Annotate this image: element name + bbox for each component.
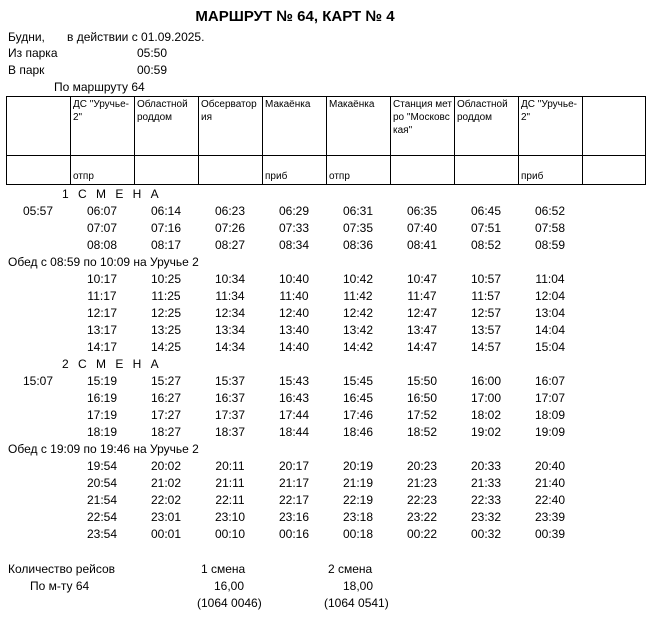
time-cell: 00:39 <box>534 527 566 541</box>
time-cell: 10:34 <box>214 272 246 286</box>
time-cell: 17:37 <box>214 408 246 422</box>
page-title: МАРШРУТ № 64, КАРТ № 4 <box>195 8 395 25</box>
time-cell: 10:47 <box>406 272 438 286</box>
time-cell: 06:29 <box>278 204 310 218</box>
stop-type: приб <box>263 156 327 185</box>
time-cell: 19:02 <box>470 425 502 439</box>
time-cell: 20:54 <box>86 476 118 490</box>
time-cell: 23:39 <box>534 510 566 524</box>
shift1-count: 16,00 <box>214 579 245 593</box>
time-cell: 14:34 <box>214 340 246 354</box>
stop-type <box>455 156 519 185</box>
time-cell: 20:33 <box>470 459 502 473</box>
stop-name: Областной роддом <box>455 97 519 156</box>
from-park-time: 05:50 <box>137 46 168 60</box>
time-cell: 14:04 <box>534 323 566 337</box>
time-cell: 11:34 <box>215 289 245 303</box>
time-cell: 12:34 <box>214 306 246 320</box>
time-cell: 13:40 <box>278 323 310 337</box>
time-cell: 13:25 <box>150 323 182 337</box>
shift-heading: 1 С М Е Н А <box>62 187 162 201</box>
time-cell: 14:57 <box>470 340 502 354</box>
time-cell: 06:35 <box>406 204 438 218</box>
time-cell: 21:23 <box>406 476 438 490</box>
shift1-code: (1064 0046) <box>197 596 262 610</box>
route-label: По маршруту 64 <box>54 80 145 94</box>
time-cell: 14:42 <box>342 340 374 354</box>
time-cell: 08:08 <box>86 238 118 252</box>
time-cell: 20:11 <box>215 459 245 473</box>
to-park-label: В парк <box>8 63 45 77</box>
time-cell: 23:16 <box>278 510 310 524</box>
time-cell: 07:26 <box>214 221 246 235</box>
time-cell: 16:27 <box>150 391 182 405</box>
time-cell: 14:47 <box>406 340 438 354</box>
time-cell: 20:02 <box>150 459 182 473</box>
stop-name: ДС "Уручье-2" <box>519 97 583 156</box>
time-cell: 15:04 <box>534 340 566 354</box>
time-cell: 17:44 <box>278 408 310 422</box>
time-cell: 12:57 <box>470 306 502 320</box>
time-cell: 18:19 <box>86 425 118 439</box>
time-cell: 22:54 <box>86 510 118 524</box>
time-cell: 14:40 <box>278 340 310 354</box>
time-cell: 06:23 <box>214 204 246 218</box>
time-cell: 16:37 <box>214 391 246 405</box>
time-cell: 22:02 <box>150 493 182 507</box>
time-cell: 18:02 <box>470 408 502 422</box>
time-cell: 08:36 <box>342 238 374 252</box>
time-cell: 00:16 <box>278 527 310 541</box>
time-cell: 22:17 <box>278 493 310 507</box>
time-cell: 11:17 <box>87 289 117 303</box>
time-cell: 15:43 <box>278 374 310 388</box>
time-cell: 08:34 <box>278 238 310 252</box>
time-cell: 15:50 <box>406 374 438 388</box>
time-cell: 18:09 <box>534 408 566 422</box>
time-cell: 00:32 <box>470 527 502 541</box>
stop-name: Обсерватория <box>199 97 263 156</box>
time-cell: 20:17 <box>278 459 310 473</box>
time-cell: 10:25 <box>150 272 182 286</box>
time-cell: 06:52 <box>534 204 566 218</box>
time-cell: 08:17 <box>150 238 182 252</box>
stop-name: Макаёнка <box>263 97 327 156</box>
time-cell: 21:40 <box>534 476 566 490</box>
time-cell: 21:02 <box>150 476 182 490</box>
time-cell: 14:25 <box>150 340 182 354</box>
time-cell: 13:42 <box>342 323 374 337</box>
stop-names-row <box>7 97 646 156</box>
time-cell: 18:46 <box>342 425 374 439</box>
time-cell: 16:43 <box>278 391 310 405</box>
to-park-time: 00:59 <box>137 63 168 77</box>
time-cell: 20:23 <box>406 459 438 473</box>
stop-type <box>7 156 71 185</box>
stop-type <box>583 156 646 185</box>
lunch-break-note: Обед с 08:59 по 10:09 на Уручье 2 <box>8 255 199 269</box>
time-cell: 00:01 <box>150 527 182 541</box>
time-cell: 21:33 <box>470 476 502 490</box>
time-cell: 15:45 <box>342 374 374 388</box>
time-cell: 06:07 <box>86 204 118 218</box>
time-cell: 08:27 <box>214 238 246 252</box>
time-cell: 08:59 <box>534 238 566 252</box>
time-cell: 16:00 <box>470 374 502 388</box>
time-cell: 11:25 <box>151 289 181 303</box>
time-cell: 23:22 <box>406 510 438 524</box>
time-cell: 20:19 <box>342 459 374 473</box>
time-cell: 07:07 <box>86 221 118 235</box>
time-cell: 00:10 <box>214 527 246 541</box>
time-cell: 00:22 <box>406 527 438 541</box>
time-cell: 16:07 <box>534 374 566 388</box>
shift2-label: 2 смена <box>328 562 373 576</box>
stop-types-row <box>7 156 646 185</box>
time-cell: 07:51 <box>470 221 502 235</box>
time-cell: 23:54 <box>86 527 118 541</box>
time-cell: 17:19 <box>86 408 118 422</box>
time-cell: 12:40 <box>278 306 310 320</box>
time-cell: 16:19 <box>86 391 118 405</box>
shift2-code: (1064 0541) <box>324 596 389 610</box>
time-cell: 22:33 <box>470 493 502 507</box>
time-cell: 23:10 <box>214 510 246 524</box>
stop-name: Областной роддом <box>135 97 199 156</box>
stop-name <box>583 97 646 156</box>
time-cell: 07:40 <box>406 221 438 235</box>
stop-type: отпр <box>327 156 391 185</box>
stop-name: Станция метро "Московская" <box>391 97 455 156</box>
stop-name: Макаёнка <box>327 97 391 156</box>
time-cell: 17:52 <box>406 408 438 422</box>
time-cell: 22:23 <box>406 493 438 507</box>
time-cell: 11:40 <box>279 289 309 303</box>
valid-from: в действии с 01.09.2025. <box>67 30 205 44</box>
time-cell: 17:00 <box>470 391 502 405</box>
summary-label: Количество рейсов <box>8 562 116 576</box>
time-cell: 11:57 <box>471 289 501 303</box>
time-cell: 10:17 <box>86 272 118 286</box>
stop-type: приб <box>519 156 583 185</box>
time-cell: 10:42 <box>342 272 374 286</box>
time-cell: 16:45 <box>342 391 374 405</box>
time-cell: 14:17 <box>86 340 118 354</box>
time-cell: 23:18 <box>342 510 374 524</box>
time-cell: 13:34 <box>214 323 246 337</box>
time-cell: 18:44 <box>278 425 310 439</box>
time-cell: 10:57 <box>470 272 502 286</box>
time-cell: 17:27 <box>150 408 182 422</box>
shift1-label: 1 смена <box>201 562 246 576</box>
from-park-label: Из парка <box>8 46 58 60</box>
shift-start-time: 05:57 <box>22 204 54 218</box>
stop-type <box>135 156 199 185</box>
shift-heading: 2 С М Е Н А <box>62 357 162 371</box>
time-cell: 22:11 <box>215 493 245 507</box>
time-cell: 16:50 <box>406 391 438 405</box>
time-cell: 21:11 <box>215 476 245 490</box>
stop-type <box>391 156 455 185</box>
time-cell: 20:40 <box>534 459 566 473</box>
time-cell: 11:42 <box>343 289 373 303</box>
time-cell: 17:46 <box>342 408 374 422</box>
time-cell: 21:54 <box>86 493 118 507</box>
time-cell: 22:19 <box>342 493 374 507</box>
stops-header-table <box>6 96 646 185</box>
time-cell: 12:47 <box>406 306 438 320</box>
time-cell: 21:19 <box>342 476 374 490</box>
time-cell: 13:57 <box>470 323 502 337</box>
stop-type: отпр <box>71 156 135 185</box>
time-cell: 12:17 <box>86 306 118 320</box>
time-cell: 10:40 <box>278 272 310 286</box>
time-cell: 11:47 <box>407 289 437 303</box>
stop-name: ДС "Уручье-2" <box>71 97 135 156</box>
time-cell: 07:16 <box>150 221 182 235</box>
time-cell: 15:19 <box>86 374 118 388</box>
time-cell: 08:52 <box>470 238 502 252</box>
time-cell: 18:27 <box>150 425 182 439</box>
time-cell: 12:04 <box>534 289 566 303</box>
shift2-count: 18,00 <box>343 579 374 593</box>
time-cell: 13:47 <box>406 323 438 337</box>
summary-route-label: По м-ту 64 <box>30 579 90 593</box>
day-type: Будни, <box>8 30 45 44</box>
time-cell: 15:37 <box>214 374 246 388</box>
time-cell: 19:09 <box>534 425 566 439</box>
lunch-break-note: Обед с 19:09 по 19:46 на Уручье 2 <box>8 442 199 456</box>
time-cell: 07:58 <box>534 221 566 235</box>
time-cell: 17:07 <box>534 391 566 405</box>
stop-type <box>199 156 263 185</box>
time-cell: 06:45 <box>470 204 502 218</box>
time-cell: 23:01 <box>150 510 182 524</box>
time-cell: 23:32 <box>470 510 502 524</box>
time-cell: 13:17 <box>86 323 118 337</box>
time-cell: 18:52 <box>406 425 438 439</box>
time-cell: 06:14 <box>150 204 182 218</box>
time-cell: 15:27 <box>150 374 182 388</box>
time-cell: 11:04 <box>535 272 565 286</box>
stop-name <box>7 97 71 156</box>
time-cell: 12:25 <box>150 306 182 320</box>
shift-start-time: 15:07 <box>22 374 54 388</box>
time-cell: 21:17 <box>278 476 310 490</box>
time-cell: 18:37 <box>214 425 246 439</box>
time-cell: 13:04 <box>534 306 566 320</box>
time-cell: 12:42 <box>342 306 374 320</box>
time-cell: 08:41 <box>406 238 438 252</box>
time-cell: 00:18 <box>342 527 374 541</box>
time-cell: 22:40 <box>534 493 566 507</box>
time-cell: 07:35 <box>342 221 374 235</box>
time-cell: 06:31 <box>342 204 374 218</box>
time-cell: 19:54 <box>86 459 118 473</box>
time-cell: 07:33 <box>278 221 310 235</box>
